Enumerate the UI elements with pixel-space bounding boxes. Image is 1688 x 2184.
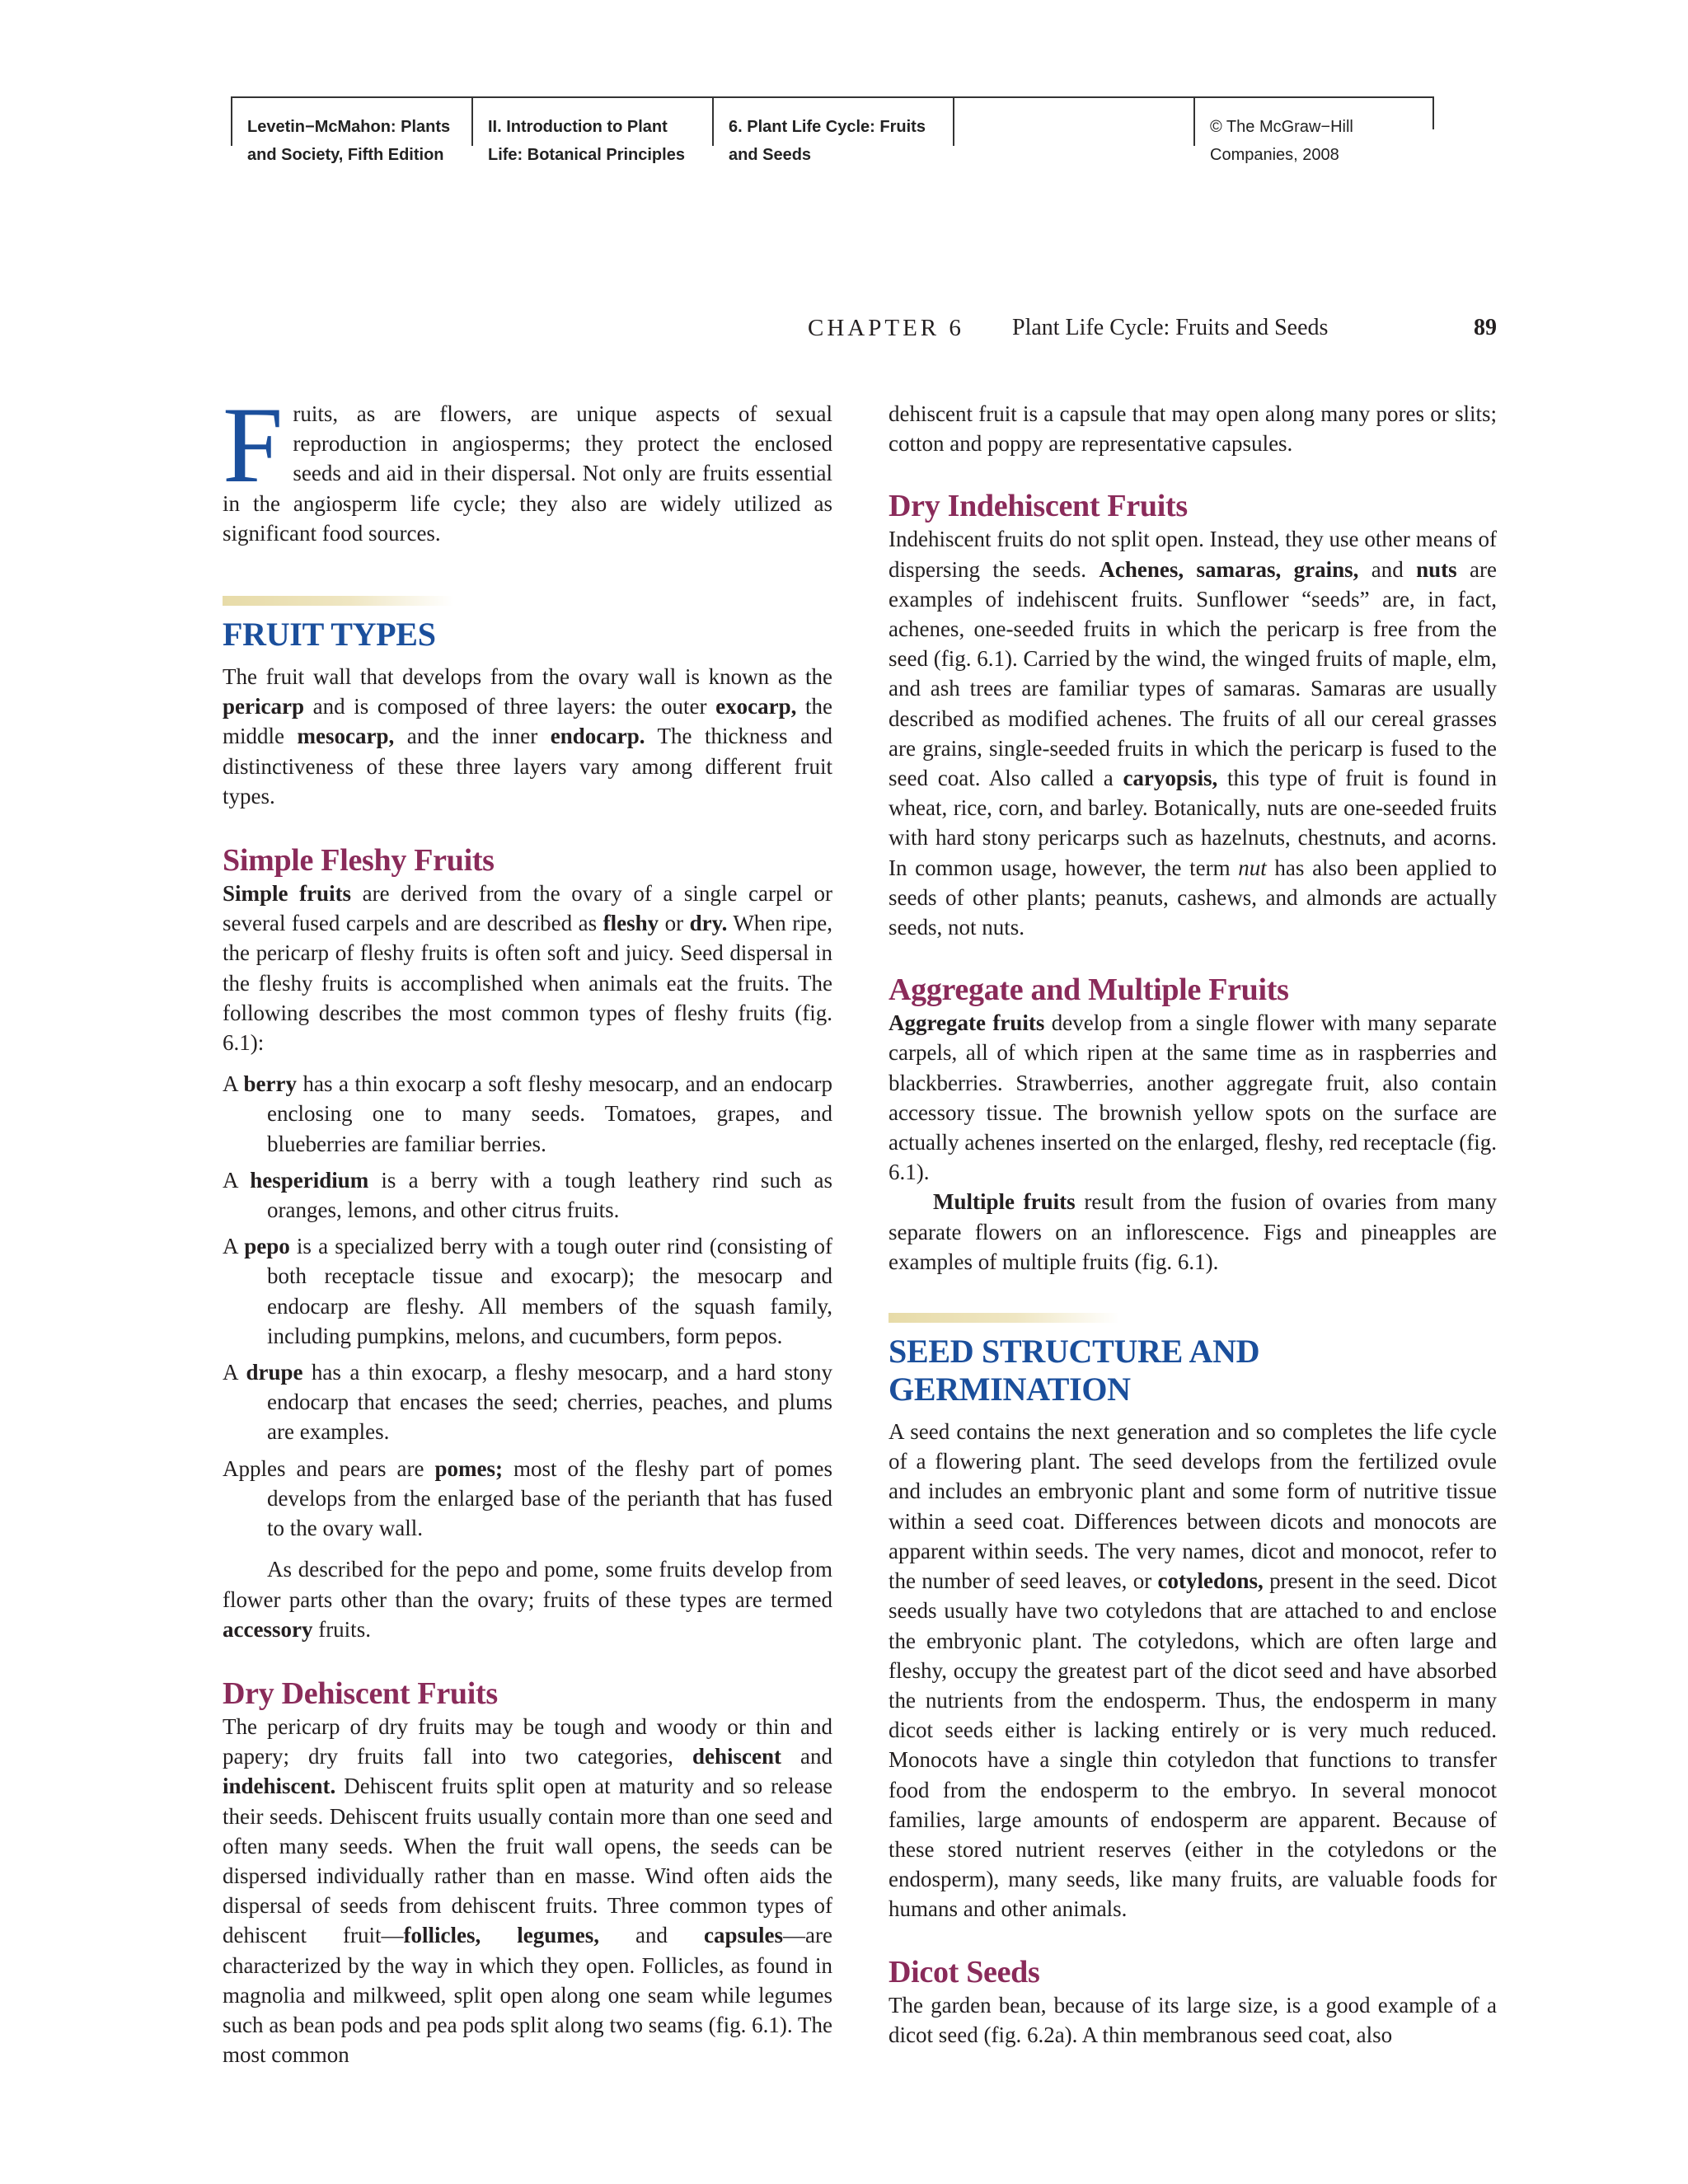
text: most of the fleshy part of pomes develops from the enlarged base of the perianth that has fused to the ovary wall. (267, 1455, 832, 1541)
running-header (231, 96, 1434, 171)
term: mesocarp, (297, 724, 395, 749)
text: The thickness and distinctiveness of these three layers vary among different fruit types. (223, 724, 832, 808)
text: this type of fruit is found in wheat, rice, corn, and barley. Botanically, nuts are one-seeded fruits with hard stony pericarps such as hazelnuts, chestnuts, and acorns. In common usage, however, the term (889, 766, 1497, 880)
text: and (781, 1744, 833, 1769)
term: Achenes, samaras, grains, (1099, 556, 1359, 582)
text: When ripe, the pericarp of fleshy fruits is often soft and juicy. Seed dispersal in the fleshy fruits is accomplished when animals eat the fruits. The following describes the most common types of fleshy fruits (fig. 6.1): (223, 911, 832, 1056)
page-number: 89 (1474, 315, 1497, 340)
text: are examples of indehiscent fruits. Sunflower “seeds” are, in fact, achenes, one-seeded fruits in which the pericarp is free from the seed (fig. 6.1). Carried by the wind, the winged fruits of maple, elm, and ash trees are familiar types of samaras. Samaras are usually described as modified achenes. The fruits of all our cereal grasses are grains, single-seeded fruits in which the pericarp is fused to the seed coat. Also called a (889, 556, 1497, 791)
page-header (808, 312, 1497, 344)
text: The pericarp of dry fruits may be tough and woody or thin and papery; dry fruits fall into two categories, (223, 1713, 832, 1769)
paragraph-dry-dehiscent (223, 1712, 832, 2069)
header-end-rule (1432, 96, 1434, 129)
heading-line: SEED STRUCTURE AND (889, 1333, 1260, 1371)
text: A (223, 1360, 246, 1385)
paragraph-continued: dehiscent fruit is a capsule that may open along many pores or slits; cotton and poppy are representative capsules. (889, 401, 1497, 457)
heading-line: GERMINATION (889, 1371, 1131, 1408)
paragraph-aggregate (889, 1008, 1497, 1187)
text: As described for the pepo and pome, some fruits develop from flower parts other than the ovary; fruits of these types are termed (223, 1557, 832, 1612)
heading-dicot-seeds: Dicot Seeds (889, 1954, 1040, 1990)
text: are derived from the ovary of a single carpel or several fused carpels and are described as (223, 881, 832, 936)
header-part-line1: II. Introduction to Plant (488, 118, 668, 136)
term: berry (243, 1071, 297, 1097)
term: dehiscent (692, 1744, 781, 1769)
header-copyright (1193, 96, 1353, 164)
heading-dry-dehiscent: Dry Dehiscent Fruits (223, 1675, 498, 1711)
text: has a thin exocarp a soft fleshy mesocarp, and an endocarp enclosing one to many seeds. Tomatoes, grapes, and blueberries are familiar berries. (267, 1071, 832, 1156)
term: hesperidium (250, 1167, 369, 1193)
chapter-label: CHAPTER 6 (808, 315, 964, 341)
text: the middle (223, 694, 832, 749)
text: fruits. (312, 1616, 371, 1642)
section-rule (223, 596, 453, 606)
term: nuts (1416, 556, 1457, 582)
paragraph-accessory (223, 1554, 832, 1644)
term: caryopsis, (1123, 766, 1218, 791)
item-hesperidium (223, 1165, 832, 1225)
paragraph-dicot-seeds: The garden bean, because of its large size, is a good example of a dicot seed (fig. 6.2a). A thin membranous seed coat, also (889, 1992, 1497, 2047)
paragraph-fruit-wall (223, 662, 832, 811)
header-book-title-line2: and Society, Fifth Edition (247, 146, 444, 164)
term: cotyledons, (1157, 1568, 1264, 1594)
term: Multiple fruits (933, 1189, 1076, 1215)
left-column (223, 384, 833, 2069)
text: Apples and pears are (223, 1455, 435, 1481)
item-berry (223, 1069, 832, 1159)
header-chapter (712, 96, 926, 164)
paragraph-seed-structure (889, 1417, 1497, 1924)
header-empty-cell (953, 96, 969, 146)
header-chapter-line2: and Seeds (729, 146, 812, 164)
term: accessory (223, 1616, 313, 1642)
text: and (598, 1923, 704, 1948)
term: pericarp (223, 694, 304, 719)
text: present in the seed. Dicot seeds usually have two cotyledons that are attached to and enclose the embryonic plant. The cotyledons, which are often large and fleshy, occupy the greatest part of the dicot seed and have absorbed the nutrients from the endosperm. Thus, the endosperm in many dicot seeds either is lacking entirely or is very much reduced. Monocots have a single thin cotyledon that functions to transfer food from the endosperm to the embryo. In several monocot families, large amounts of endosperm are apparent. Because of these stored nutrient reserves (either in the cotyledons or the endosperm), many seeds, like many fruits, are valuable foods for humans and other animals. (889, 1568, 1497, 1922)
item-pome (223, 1454, 832, 1544)
term: exocarp, (715, 694, 797, 719)
text: or (659, 911, 690, 936)
text: A seed contains the next generation and so completes the life cycle of a flowering plant. The seed develops from the fertilized ovule and includes an embryonic plant and some form of nutritive tissue within a seed coat. Differences between dicots and monocots are apparent within seeds. The very names, dicot and monocot, refer to the number of seed leaves, or (889, 1419, 1497, 1594)
term: Aggregate fruits (889, 1010, 1045, 1036)
term: follicles, legumes, (403, 1923, 599, 1948)
text: and the inner (394, 724, 551, 749)
text: The fruit wall that develops from the ovary wall is known as the (223, 664, 832, 690)
text: and (1358, 556, 1417, 582)
heading-dry-indehiscent: Dry Indehiscent Fruits (889, 489, 1188, 524)
header-part (471, 96, 685, 164)
header-chapter-line1: 6. Plant Life Cycle: Fruits (729, 118, 926, 136)
text: is a specialized berry with a tough outer rind (consisting of both receptacle tissue and exocarp); the mesocarp and endocarp are fleshy. All members of the squash family, including pumpkins, melons, and cucumbers, form pepos. (267, 1234, 832, 1348)
header-book-title (231, 96, 451, 164)
term: fleshy (603, 911, 659, 936)
term: pepo (244, 1234, 290, 1259)
paragraph-multiple (889, 1187, 1497, 1277)
heading-seed-structure (889, 1333, 1497, 1408)
text: A (223, 1071, 244, 1097)
term: capsules (704, 1923, 784, 1948)
header-copyright-line2: Companies, 2008 (1210, 146, 1339, 164)
intro-text: ruits, as are flowers, are unique aspects of sexual reproduction in angiosperms; they protect the enclosed seeds and aid in their dispersal. Not only are fruits essential in the angiosperm life cycle; they also are widely utilized as significant food sources. (223, 401, 832, 546)
section-rule (889, 1313, 1119, 1323)
text: and is composed of three layers: the outer (303, 694, 716, 719)
text: has also been applied to seeds of other plants; peanuts, cashews, and almonds are actually seeds, not nuts. (889, 855, 1497, 940)
text: develop from a single flower with many separate carpels, all of which ripen at the same time as in raspberries and blackberries. Strawberries, another aggregate fruit, also contain accessory tissue. The brownish yellow spots on the surface are actually achenes inserted on the enlarged, fleshy, red receptacle (fig. 6.1). (889, 1010, 1497, 1185)
italic-term: nut (1238, 855, 1267, 880)
term: indehiscent. (223, 1774, 336, 1799)
term: Simple fruits (223, 881, 352, 907)
text: has a thin exocarp, a fleshy mesocarp, and a hard stony endocarp that encases the seed; cherries, peaches, and plums are examples. (267, 1360, 833, 1445)
term: dry. (689, 911, 728, 936)
text: A (223, 1167, 251, 1193)
text: —are characterized by the way in which they open. Follicles, as found in magnolia and milkweed, split open along one seam while legumes such as bean pods and pea pods split along two seams (fig. 6.1). The most common (223, 1923, 832, 2068)
text: is a berry with a tough leathery rind such as oranges, lemons, and other citrus fruits. (267, 1167, 832, 1223)
term: drupe (246, 1360, 303, 1385)
header-book-title-line1: Levetin−McMahon: Plants (247, 118, 451, 136)
heading-simple-fleshy: Simple Fleshy Fruits (223, 843, 495, 879)
intro-paragraph (223, 384, 832, 548)
item-pepo (223, 1231, 832, 1351)
heading-aggregate-multiple: Aggregate and Multiple Fruits (889, 972, 1289, 1008)
term: endocarp. (550, 724, 645, 749)
text: Indehiscent fruits do not split open. Instead, they use other means of dispersing the seeds. (889, 527, 1497, 582)
header-copyright-line1: © The McGraw−Hill (1210, 118, 1353, 136)
text: A (223, 1234, 245, 1259)
paragraph-simple-fruits (223, 879, 832, 1057)
text: Dehiscent fruits split open at maturity and so release their seeds. Dehiscent fruits usually contain more than one seed and often many seeds. When the fruit wall opens, the seeds can be dispersed individually rather than en masse. Wind often aids the dispersal of seeds from dehiscent fruits. Three common types of dehiscent fruit— (223, 1774, 832, 1948)
paragraph-dry-indehiscent (889, 524, 1497, 942)
term: pomes; (434, 1455, 503, 1481)
right-column (889, 399, 1497, 2050)
drop-cap: F (223, 384, 284, 505)
text: result from the fusion of ovaries from many separate flowers on an inflorescence. Figs and pineapples are examples of multiple fruits (fig. 6.1). (889, 1189, 1497, 1274)
chapter-title: Plant Life Cycle: Fruits and Seeds (1012, 315, 1329, 340)
item-drupe (223, 1357, 832, 1447)
heading-fruit-types: FRUIT TYPES (223, 616, 436, 654)
header-part-line2: Life: Botanical Principles (488, 146, 685, 164)
